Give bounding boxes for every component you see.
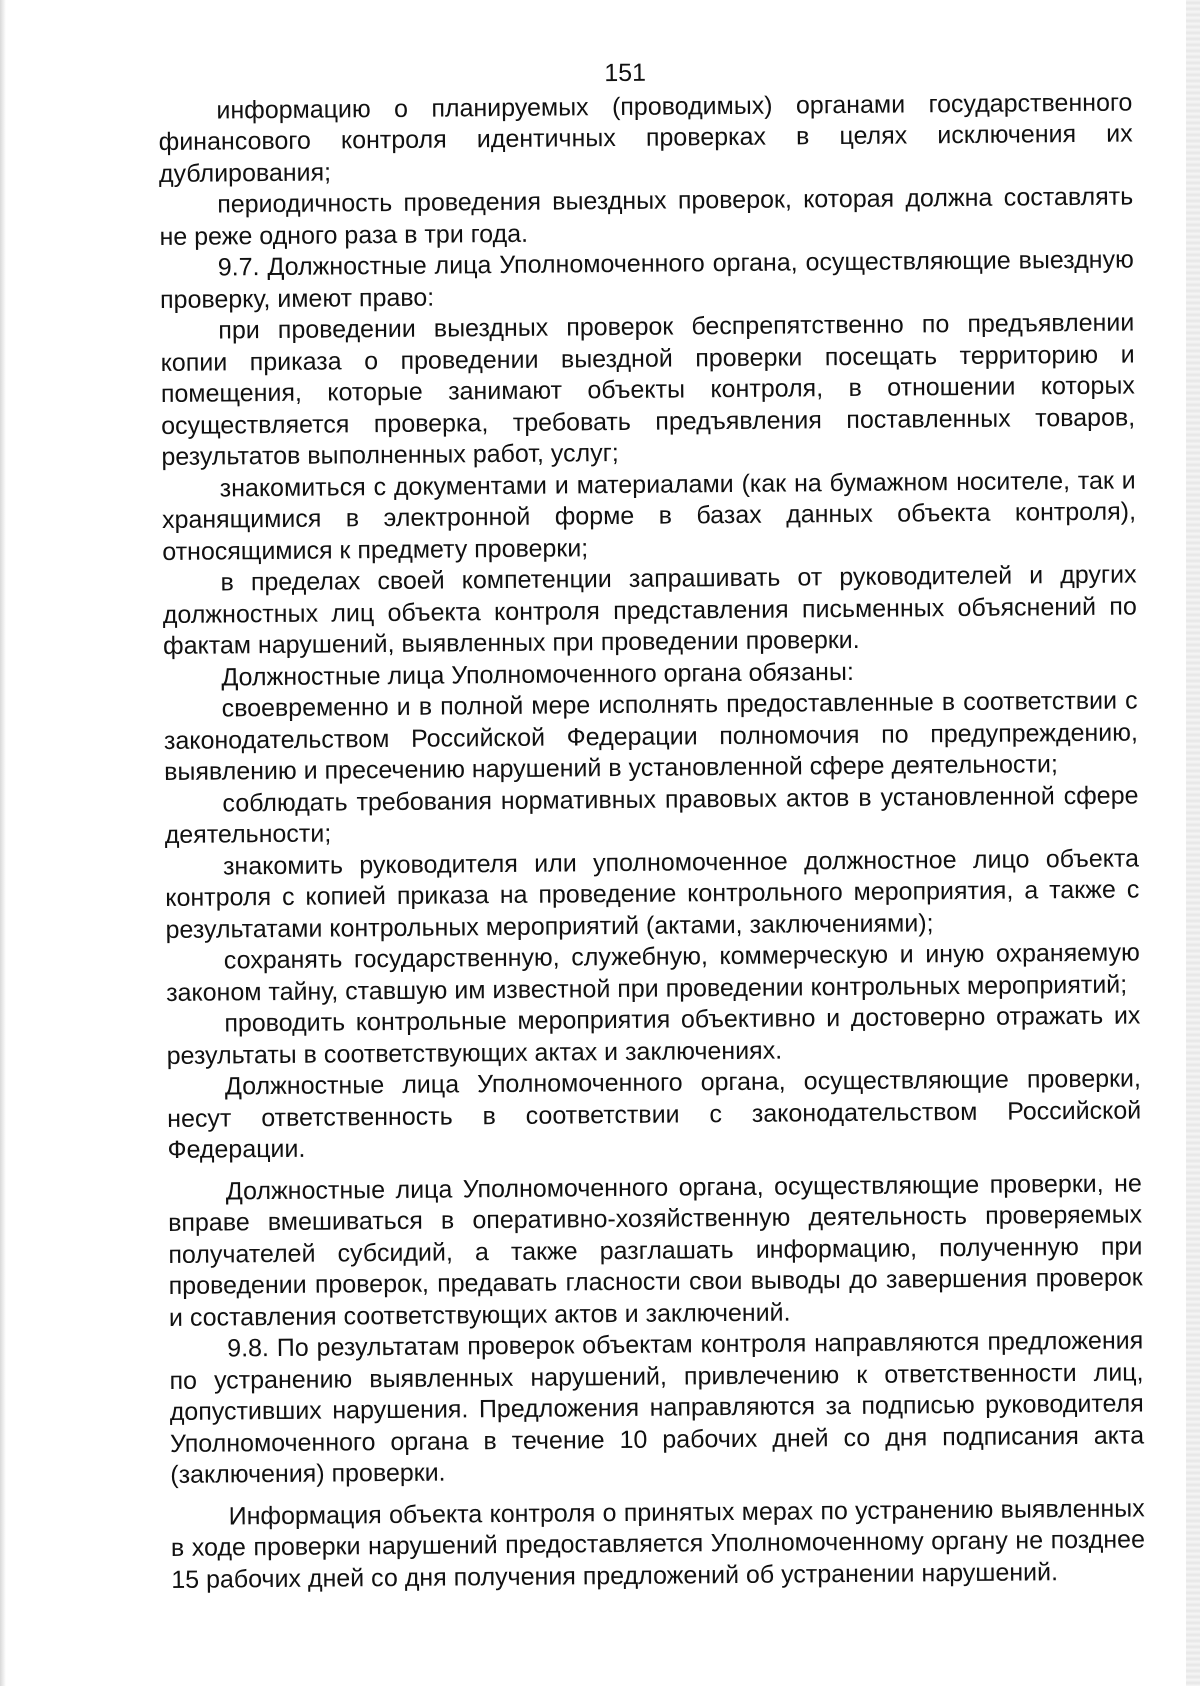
scan-right-edge — [1186, 0, 1200, 1686]
scan-left-edge — [0, 0, 6, 1686]
paragraph-11: сохранять государственную, служебную, коммерческую и иную охраняемую законом тайну, ставшую им известной при проведении контрольных мероприятий; — [165, 938, 1140, 1007]
paragraph-16: Информация объекта контроля о принятых мерах по устранению выявленных в ходе проверки нарушений предоставляется Уполномоченному органу не позднее 15 рабочих дней со дня получения предложений об устранении нарушений. — [170, 1493, 1146, 1594]
paragraph-5: знакомиться с документами и материалами (как на бумажном носителе, так и хранящимися в электронной форме в базах данных объекта контроля), относящимися к предмету проверки; — [161, 465, 1137, 566]
paragraph-13: Должностные лица Уполномоченного органа, осуществляющие проверки, несут ответственность в соответствии с законодательством Российской Федерации. — [167, 1064, 1142, 1164]
paragraph-7: Должностные лица Уполномоченного органа обязаны: — [221, 657, 854, 691]
paragraph-12: проводить контрольные мероприятия объективно и достоверно отражать их результаты в соответствующих актах и заключениях. — [166, 1001, 1141, 1070]
paragraph-10: знакомить руководителя или уполномоченное должностное лицо объекта контроля с копией приказа на проведение контрольного мероприятия, а также с результатами контрольных мероприятий (актами, заключениями); — [165, 843, 1140, 944]
paragraph-4: при проведении выездных проверок беспрепятственно по предъявлении копии приказа о проведении выездной проверки посещать территорию и помещения, которые занимают объекты контроля, в отношении которых осуществляется проверка, требовать предъявления поставленных товаров, результатов выполненных работ, услуг; — [160, 308, 1136, 471]
paragraph-15: 9.8. По результатам проверок объектам контроля направляются предложения по устранению выявленных нарушений, привлечению к ответственности лиц, допустивших нарушения. Предложения направляются за подписью руководителя Уполномоченного органа в течение 10 рабочих дней со дня подписания акта (заключения) проверки. — [169, 1326, 1145, 1489]
paragraph-3: 9.7. Должностные лица Уполномоченного органа, осуществляющие выездную проверку, имеют право: — [159, 245, 1134, 314]
paragraph-8: своевременно и в полной мере исполнять предоставленные в соответствии с законодательством Российской Федерации полномочия по предупреждению, выявлению и пресечению нарушений в установленной сфере деятельности; — [163, 686, 1139, 786]
paragraph-6: в пределах своей компетенции запрашивать от руководителей и других должностных лиц объекта контроля представления письменных объяснений по фактам нарушений, выявленных при проведении проверки. — [162, 560, 1137, 660]
page-number: 151 — [604, 58, 647, 88]
paragraph-9: соблюдать требования нормативных правовых актов в установленной сфере деятельности; — [164, 780, 1139, 849]
paragraph-14: Должностные лица Уполномоченного органа, осуществляющие проверки, не вправе вмешиваться в оперативно-хозяйственную деятельность проверяемых получателей субсидий, а также разглашать информацию, полученную при проведении проверок, предавать гласности свои выводы до завершения проверок и составления соответствующих актов и заключений. — [168, 1168, 1143, 1332]
document-page — [158, 54, 1145, 1596]
paragraph-2: периодичность проведения выездных проверок, которая должна составлять не реже одного раза в три года. — [159, 182, 1134, 251]
paragraph-1: информацию о планируемых (проводимых) органами государственного финансового контроля идентичных проверках в целях исключения их дублирования; — [158, 87, 1133, 188]
